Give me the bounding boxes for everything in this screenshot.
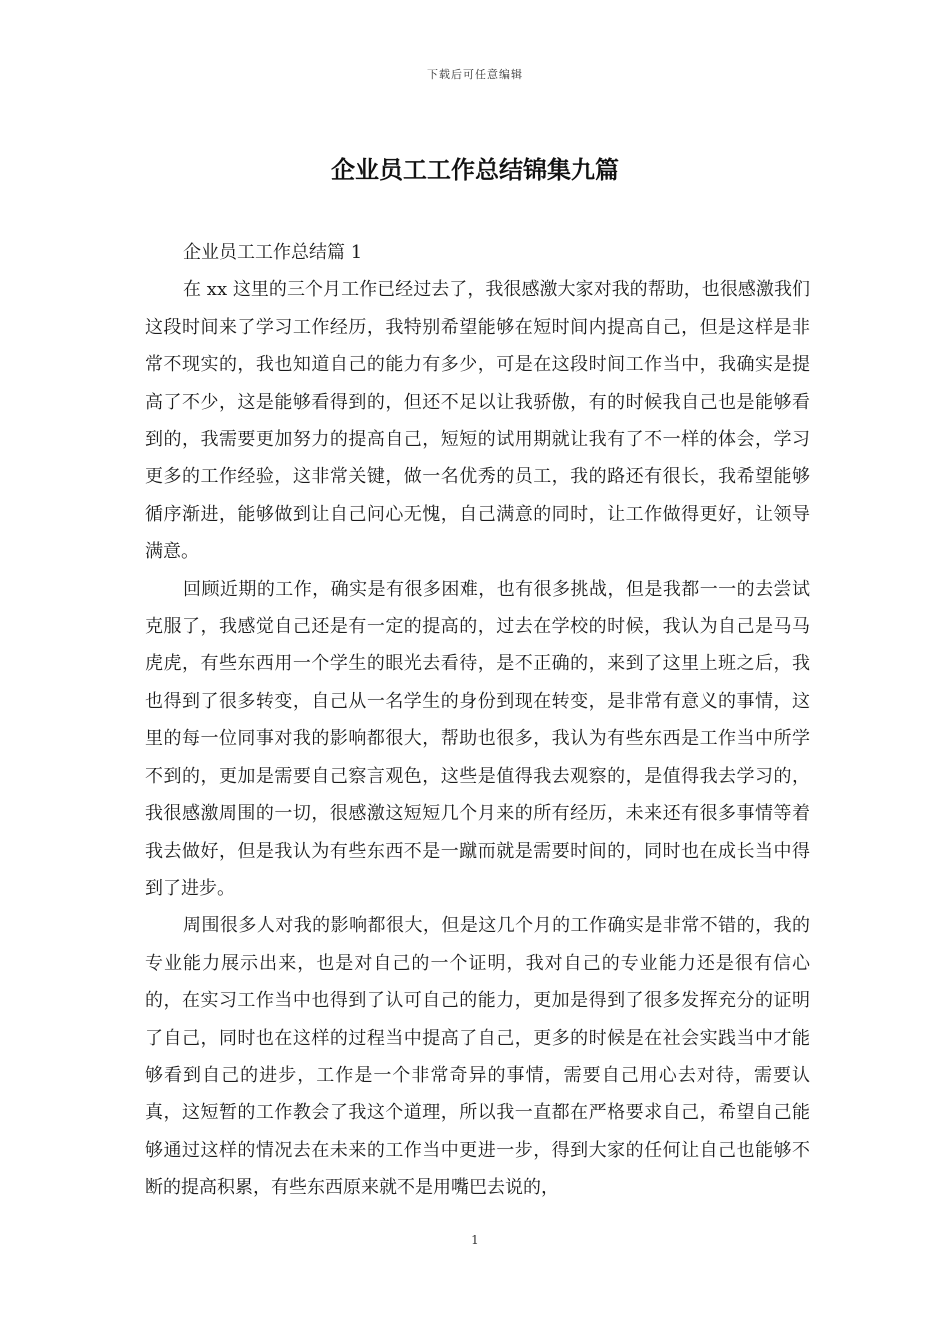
paragraph-1: 在 xx 这里的三个月工作已经过去了，我很感激大家对我的帮助，也很感激我们这段时间来了学习工作经历，我特别希望能够在短时间内提高自己，但是这样是非常不现实的，我也知道自己的能力有多少，可是在这段时间工作当中，我确实是提高了不少，这是能够看得到的，但还不足以让我骄傲，有的时候我自己也是能够看到的，我需要更加努力的提高自己，短短的试用期就让我有了不一样的体会，学习更多的工作经验，这非常关键，做一名优秀的员工，我的路还有很长，我希望能够循序渐进，能够做到让自己问心无愧，自己满意的同时，让工作做得更好，让领导满意。 [145, 279, 810, 563]
section-heading: 企业员工工作总结篇 1 [183, 242, 363, 263]
paragraph-2: 回顾近期的工作，确实是有很多困难，也有很多挑战，但是我都一一的去尝试克服了，我感觉自己还是有一定的提高的，过去在学校的时候，我认为自己是马马虎虎，有些东西用一个学生的眼光去看待，是不正确的，来到了这里上班之后，我也得到了很多转变，自己从一名学生的身份到现在转变，是非常有意义的事情，这里的每一位同事对我的影响都很大，帮助也很多，我认为有些东西是工作当中所学不到的，更加是需要自己察言观色，这些是值得我去观察的，是值得我去学习的，我很感激周围的一切，很感激这短短几个月来的所有经历，未来还有很多事情等着我去做好，但是我认为有些东西不是一蹴而就是需要时间的，同时也在成长当中得到了进步。 [145, 578, 810, 899]
paragraph-3: 周围很多人对我的影响都很大，但是这几个月的工作确实是非常不错的，我的专业能力展示出来，也是对自己的一个证明，我对自己的专业能力还是很有信心的，在实习工作当中也得到了认可自己的能力，更加是得到了很多发挥充分的证明了自己，同时也在这样的过程当中提高了自己，更多的时候是在社会实践当中才能够看到自己的进步，工作是一个非常奇异的事情，需要自己用心去对待，需要认真，这短暂的工作教会了我这个道理，所以我一直都在严格要求自己，希望自己能够通过这样的情况去在未来的工作当中更进一步，得到大家的任何让自己也能够不断的提高积累，有些东西原来就不是用嘴巴去说的， [145, 915, 810, 1199]
page-header-note: 下载后可任意编辑 [427, 68, 523, 81]
document-title: 企业员工工作总结锦集九篇 [331, 155, 619, 184]
page-number: 1 [471, 1233, 479, 1247]
document-body [145, 234, 810, 1207]
